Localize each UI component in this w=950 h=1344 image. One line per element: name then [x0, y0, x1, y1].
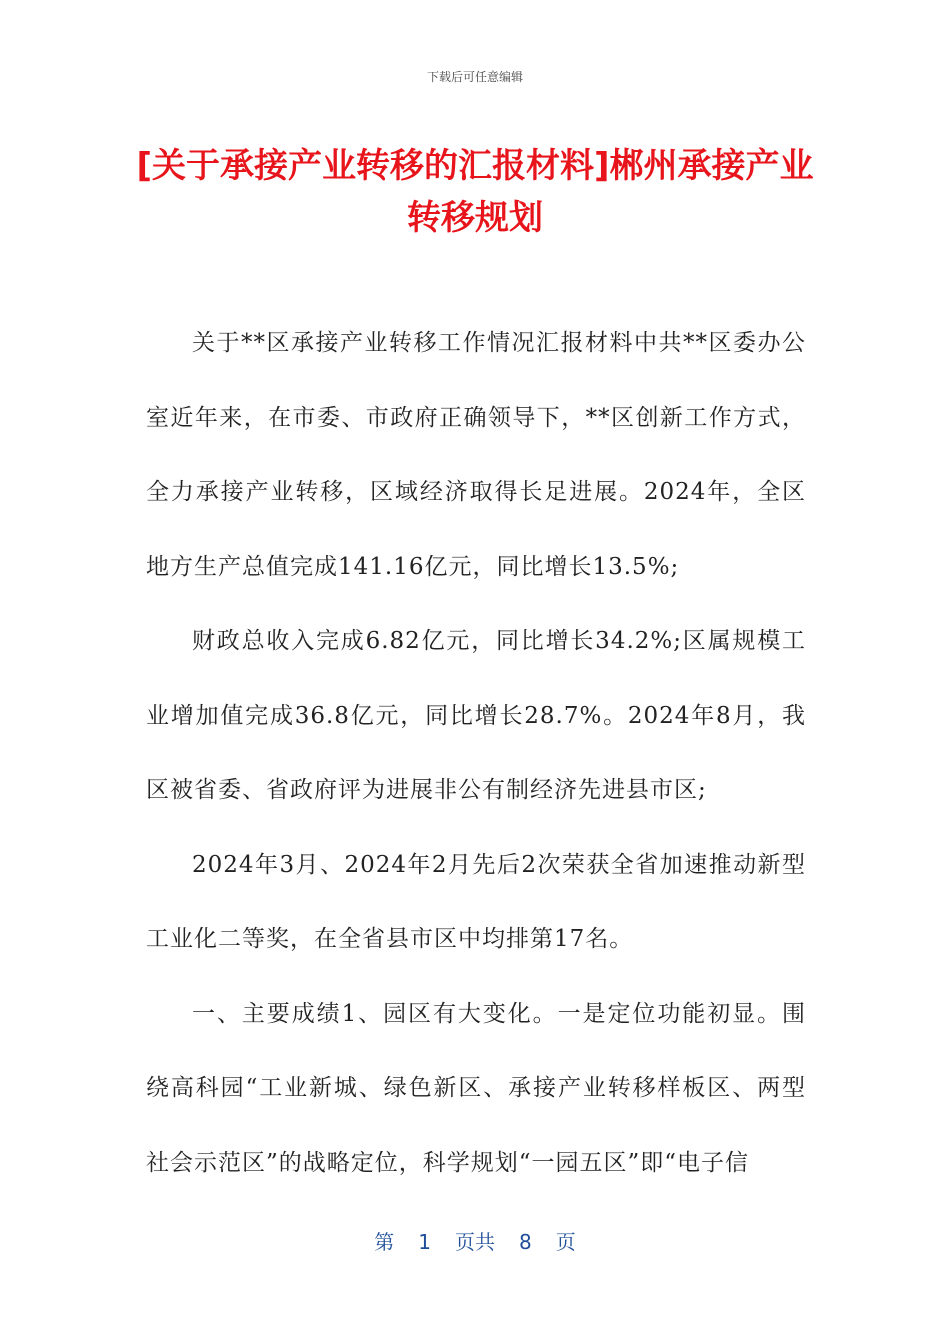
paragraph: 财政总收入完成6.82亿元，同比增长34.2%;区属规模工业增加值完成36.8亿元，同比增长28.7%。2024年8月，我区被省委、省政府评为进展非公有制经济先进县市区; [146, 628, 806, 803]
document-body [146, 306, 806, 1200]
page-total: 8 [519, 1230, 532, 1254]
page-end-label: 页 [555, 1230, 576, 1254]
document-title: [关于承接产业转移的汇报材料]郴州承接产业转移规划 [136, 146, 814, 238]
paragraph: 一、主要成绩1、园区有大变化。一是定位功能初显。围绕高科园“工业新城、绿色新区、承接产业转移样板区、两型社会示范区”的战略定位，科学规划“一园五区”即“电子信 [146, 1000, 806, 1176]
page-number: 1 [418, 1230, 431, 1254]
page-mid-label: 页共 [455, 1230, 495, 1254]
paragraph: 2024年3月、2024年2月先后2次荣获全省加速推动新型工业化二等奖，在全省县市区中均排第17名。 [146, 851, 806, 952]
paragraph: 关于**区承接产业转移工作情况汇报材料中共**区委办公室近年来，在市委、市政府正确领导下，**区创新工作方式，全力承接产业转移，区域经济取得长足进展。2024年，全区地方生产总值完成141.16亿元，同比增长13.5%; [146, 330, 806, 580]
page-footer [0, 1226, 950, 1255]
header-note: 下载后可任意编辑 [426, 70, 523, 84]
page-label: 第 [374, 1230, 395, 1254]
